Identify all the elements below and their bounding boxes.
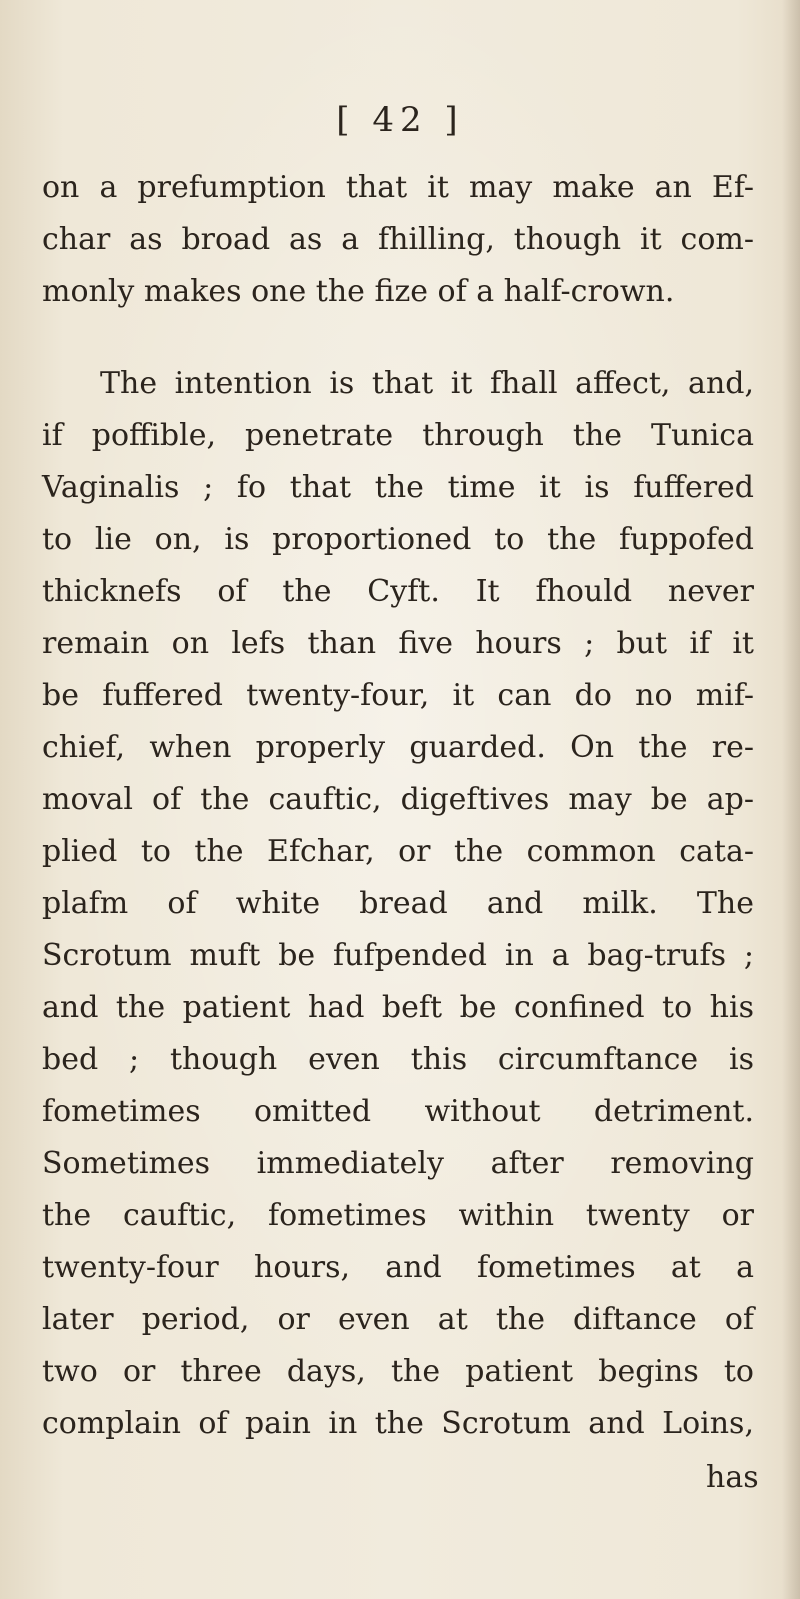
text-line: remain on lefs than five hours ; but if it — [42, 626, 754, 661]
text-line: monly makes one the fize of a half-crown. — [42, 274, 675, 309]
text-line: Scrotum muft be fufpended in a bag-trufs ; — [42, 938, 754, 973]
text-line: chief, when properly guarded. On the re- — [42, 730, 754, 765]
text-line: bed ; though even this circumftance is — [42, 1042, 754, 1077]
text-line: on a prefumption that it may make an Ef- — [42, 170, 754, 205]
text-line: Vaginalis ; fo that the time it is fuffered — [42, 470, 754, 505]
catchword: has — [706, 1460, 759, 1495]
text-line: if poffible, penetrate through the Tunica — [42, 418, 754, 453]
paragraph-start-line: The intention is that it fhall affect, and, — [100, 366, 754, 401]
text-line: char as broad as a fhilling, though it com- — [42, 222, 754, 257]
text-line: Sometimes immediately after removing — [42, 1146, 754, 1181]
text-line: and the patient had beft be confined to his — [42, 990, 754, 1025]
text-line: complain of pain in the Scrotum and Loins, — [42, 1406, 754, 1441]
text-line: later period, or even at the diftance of — [42, 1302, 754, 1337]
text-line: fometimes omitted without detriment. — [42, 1094, 754, 1129]
text-line: to lie on, is proportioned to the fuppofed — [42, 522, 754, 557]
text-line: twenty-four hours, and fometimes at a — [42, 1250, 754, 1285]
text-line: two or three days, the patient begins to — [42, 1354, 754, 1389]
text-line: be fuffered twenty-four, it can do no mif- — [42, 678, 754, 713]
text-line: moval of the cauftic, digeftives may be ap- — [42, 782, 754, 817]
text-line: plied to the Efchar, or the common cata- — [42, 834, 754, 869]
text-line: thicknefs of the Cyft. It fhould never — [42, 574, 754, 609]
text-line: the cauftic, fometimes within twenty or — [42, 1198, 754, 1233]
page-number: [ 42 ] — [336, 100, 464, 140]
text-line: plafm of white bread and milk. The — [42, 886, 754, 921]
